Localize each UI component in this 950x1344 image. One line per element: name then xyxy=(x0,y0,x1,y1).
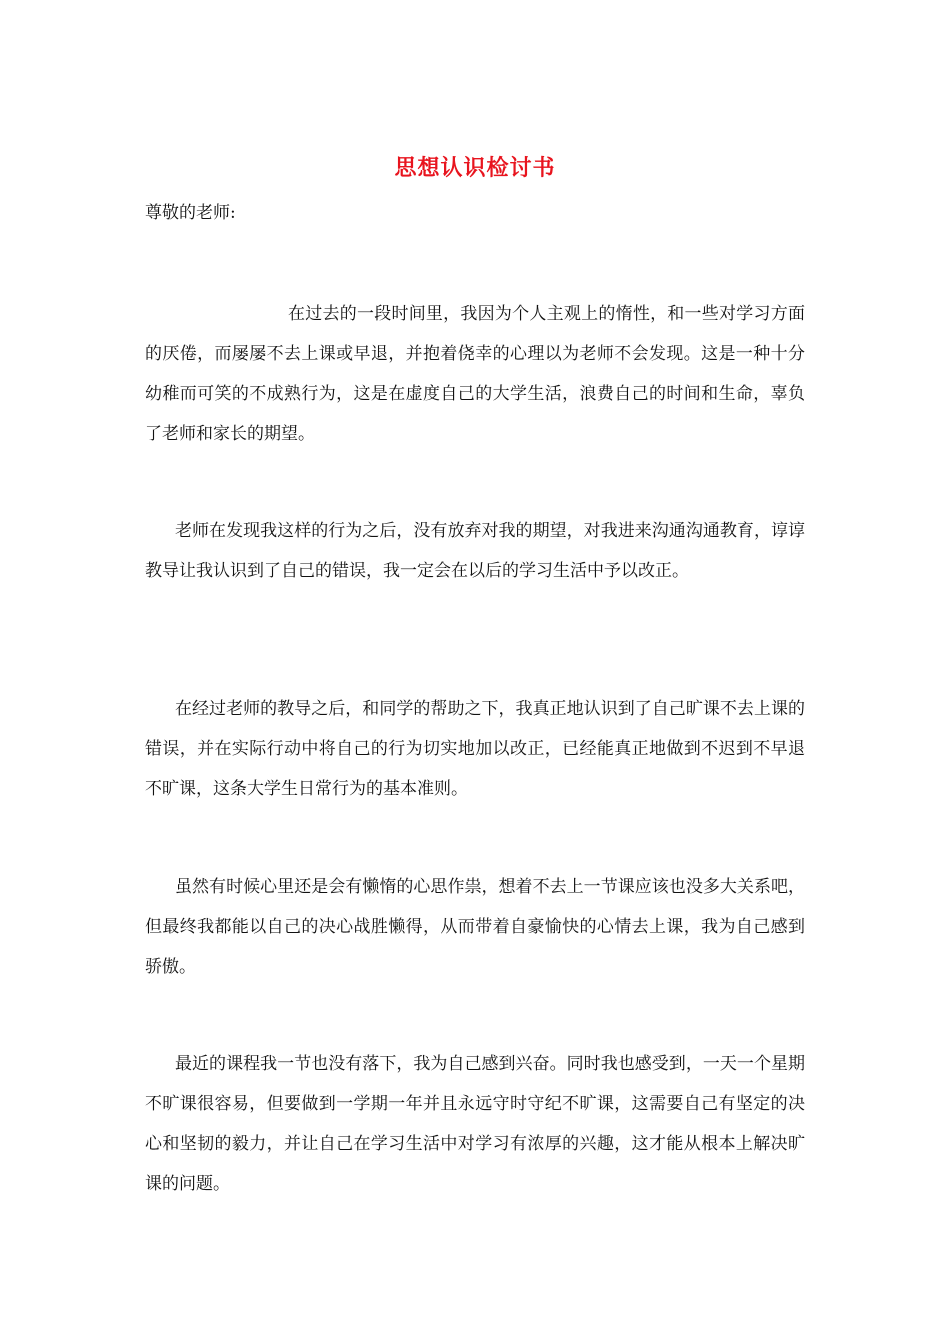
document-title: 思想认识检讨书 xyxy=(394,155,556,181)
paragraph-3: 在经过老师的教导之后，和同学的帮助之下，我真正地认识到了自己旷课不去上课的错误，并在实际行动中将自己的行为切实地加以改正，已经能真正地做到不迟到不早退不旷课，这条大学生日常行为的基本准则。 xyxy=(145,699,805,799)
paragraph-4: 虽然有时候心里还是会有懒惰的心思作祟，想着不去上一节课应该也没多大关系吧，但最终我都能以自己的决心战胜懒得，从而带着自豪愉快的心情去上课，我为自己感到骄傲。 xyxy=(145,877,805,977)
paragraph-5: 最近的课程我一节也没有落下，我为自己感到兴奋。同时我也感受到，一天一个星期不旷课很容易，但要做到一学期一年并且永远守时守纪不旷课，这需要自己有坚定的决心和坚韧的毅力，并让自己在学习生活中对学习有浓厚的兴趣，这才能从根本上解决旷课的问题。 xyxy=(145,1054,805,1194)
paragraph-1: 在过去的一段时间里，我因为个人主观上的惰性，和一些对学习方面的厌倦，而屡屡不去上课或早退，并抱着侥幸的心理以为老师不会发现。这是一种十分幼稚而可笑的不成熟行为，这是在虚度自己的大学生活，浪费自己的时间和生命，辜负了老师和家长的期望。 xyxy=(145,304,805,444)
paragraph-2: 老师在发现我这样的行为之后，没有放弃对我的期望，对我进来沟通沟通教育，谆谆教导让我认识到了自己的错误，我一定会在以后的学习生活中予以改正。 xyxy=(145,521,805,581)
salutation: 尊敬的老师: xyxy=(145,203,236,223)
